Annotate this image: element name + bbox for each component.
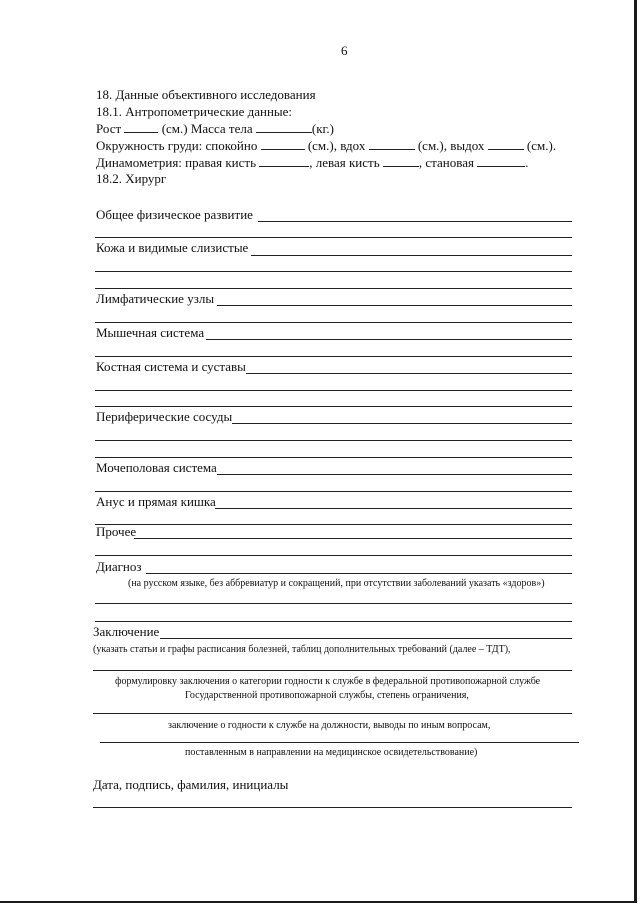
bone-system-line-2[interactable] [95,390,572,391]
other-line-1[interactable] [134,538,572,539]
height-weight-row [96,121,334,137]
skin-label: Кожа и видимые слизистые [96,240,249,255]
skin-line-1[interactable] [251,255,572,256]
chest-unit-end: (см.). [526,138,557,153]
muscle-system-label: Мышечная система [96,325,205,340]
lymph-nodes-line-2[interactable] [95,322,572,323]
other-line-2[interactable] [95,555,572,556]
anthropometry-title: 18.1. Антропометрические данные: [96,104,293,119]
skin-line-2[interactable] [95,271,572,272]
general-development-label: Общее физическое развитие [96,207,253,222]
urogenital-system-line-2[interactable] [95,491,572,492]
lymph-nodes-line-1[interactable] [217,305,572,306]
anus-label: Анус и прямая кишка [96,494,216,509]
anus-line-1[interactable] [215,508,572,509]
diagnosis-line-2[interactable] [95,603,572,604]
dyn-end: . [525,155,529,170]
chest-row [96,138,556,154]
conclusion-note-5: поставленным в направлении на медицинское освидетельствование) [185,747,478,758]
weight-field[interactable] [256,121,312,133]
signature-line[interactable] [93,807,572,808]
anus-line-2[interactable] [95,524,572,525]
urogenital-system-line-1[interactable] [217,474,572,475]
general-development-line-1[interactable] [258,221,572,222]
chest-exhale-field[interactable] [488,138,524,150]
weight-unit: (кг.) [311,121,334,136]
diagnosis-label: Диагноз [96,559,142,574]
conclusion-note-4: заключение о годности к службе на должности, выводы по иным вопросам, [168,720,491,731]
urogenital-system-label: Мочеполовая система [96,460,217,475]
other-label: Прочее [96,524,137,539]
diagnosis-line-1[interactable] [146,573,572,574]
skin-line-3[interactable] [95,288,572,289]
height-field[interactable] [124,121,158,133]
conclusion-line-1[interactable] [160,638,572,639]
height-unit: (см.) [161,121,188,136]
lymph-nodes-label: Лимфатические узлы [96,291,215,306]
section-18-title: 18. Данные объективного исследования [96,87,316,102]
dyn-left-field[interactable] [383,155,419,167]
page-number: 6 [341,43,348,58]
chest-inhale-field[interactable] [369,138,415,150]
chest-unit-inhale: (см.), вдох [307,138,366,153]
peripheral-vessels-line-3[interactable] [95,457,572,458]
dynamometry-row [96,155,528,171]
dyn-left-label: , левая кисть [309,155,380,170]
muscle-system-line-2[interactable] [95,356,572,357]
weight-label: Масса тела [190,121,253,136]
peripheral-vessels-line-1[interactable] [232,423,572,424]
chest-label: Окружность груди: спокойно [96,138,258,153]
conclusion-line-2[interactable] [93,670,572,671]
conclusion-note-3: Государственной противопожарной службы, степень ограничения, [185,690,469,701]
general-development-line-2[interactable] [95,237,572,238]
signature-label: Дата, подпись, фамилия, инициалы [93,777,289,792]
dyn-right-field[interactable] [259,155,309,167]
bone-system-label: Костная система и суставы [96,359,246,374]
conclusion-line-4[interactable] [100,742,579,743]
conclusion-line-3[interactable] [93,713,572,714]
dyn-stand-field[interactable] [477,155,525,167]
peripheral-vessels-label: Периферические сосуды [96,409,233,424]
surgeon-title: 18.2. Хирург [96,171,167,186]
height-label: Рост [96,121,122,136]
conclusion-note-2: формулировку заключения о категории годности к службе в федеральной противопожарной службе [115,676,541,687]
peripheral-vessels-line-2[interactable] [95,440,572,441]
bone-system-line-1[interactable] [246,373,572,374]
diagnosis-line-3[interactable] [95,621,572,622]
chest-rest-field[interactable] [261,138,305,150]
conclusion-label: Заключение [93,624,160,639]
conclusion-note-1: (указать статьи и графы расписания болезней, таблиц дополнительных требований (далее – ТДТ), [93,644,511,655]
diagnosis-note: (на русском языке, без аббревиатур и сокращений, при отсутствии заболеваний указать «здоров») [128,578,545,589]
bone-system-line-3[interactable] [95,406,572,407]
muscle-system-line-1[interactable] [206,339,572,340]
dyn-stand-label: , становая [418,155,474,170]
chest-unit-exhale: (см.), выдох [417,138,485,153]
dyn-right-label: Динамометрия: правая кисть [96,155,257,170]
